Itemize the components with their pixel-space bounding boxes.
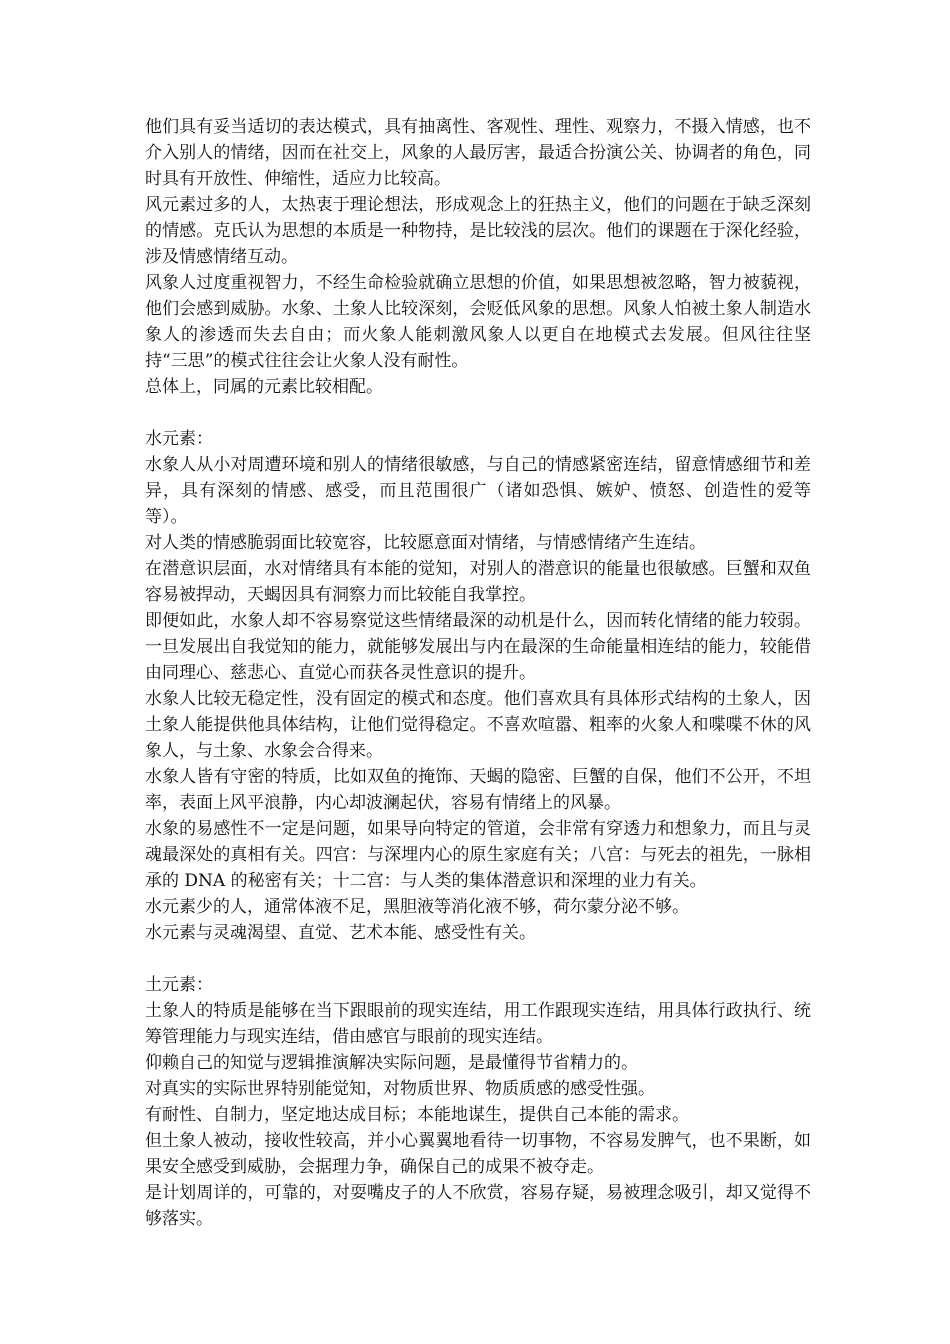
document-page: [145, 114, 811, 1232]
paragraph-water-lacking: 水元素少的人，通常体液不足，黑胆液等消化液不够，荷尔蒙分泌不够。: [145, 897, 689, 917]
paragraph-water-sensitivity: 水象人从小对周遭环境和别人的情绪很敏感，与自己的情感紧密连结，留意情感细节和差异，具有深刻的情感、感受，而且范围很广（诸如恐惧、嫉妒、愤怒、创造性的爱等等）。: [145, 455, 811, 527]
paragraph-water-houses: 水象的易感性不一定是问题，如果导向特定的管道，会非常有穿透力和想象力，而且与灵魂最深处的真相有关。四宫：与深埋内心的原生家庭有关；八宫：与死去的祖先，一脉相承的 DNA 的秘密有关；十二宫：与人类的集体潜意识和深埋的业力有关。: [145, 819, 811, 891]
paragraph-same-element: 总体上，同属的元素比较相配。: [145, 377, 383, 397]
paragraph-air-excess: 风元素过多的人，太热衷于理论想法，形成观念上的狂热主义，他们的问题在于缺乏深刻的情感。克氏认为思想的本质是一种物持，是比较浅的层次。他们的课题在于深化经验，涉及情感情绪互动。: [145, 195, 811, 267]
paragraph-water-subconscious: 在潜意识层面，水对情绪具有本能的觉知，对别人的潜意识的能量也很敏感。巨蟹和双鱼容易被捍动，天蝎因具有洞察力而比较能自我掌控。: [145, 559, 811, 605]
blank-line: [145, 400, 811, 426]
paragraph-air-intellect: 风象人过度重视智力，不经生命检验就确立思想的价值，如果思想被忽略，智力被藐视，他们会感到威胁。水象、土象人比较深刻，会贬低风象的思想。风象人怕被土象人制造水象人的渗透而失去自由；而火象人能刺激风象人以更自在地模式去发展。但风往往坚持“三思”的模式往往会让火象人没有耐性。: [145, 273, 811, 371]
paragraph-air-traits: 他们具有妥当适切的表达模式，具有抽离性、客观性、理性、观察力，不摄入情感，也不介入别人的情绪，因而在社交上，风象的人最厉害，最适合扮演公关、协调者的角色，同时具有开放性、伸缩性，适应力比较高。: [145, 117, 811, 189]
paragraph-water-tolerance: 对人类的情感脆弱面比较宽容，比较愿意面对情绪，与情感情绪产生连结。: [145, 533, 706, 553]
paragraph-earth-logic: 仰赖自己的知觉与逻辑推演解决实际问题，是最懂得节省精力的。: [145, 1053, 638, 1073]
blank-line: [145, 946, 811, 972]
section-heading-water: 水元素：: [145, 429, 213, 449]
paragraph-water-soul: 水元素与灵魂渴望、直觉、艺术本能、感受性有关。: [145, 923, 536, 943]
paragraph-water-secrecy: 水象人皆有守密的特质，比如双鱼的掩饰、天蝎的隐密、巨蟹的自保，他们不公开，不坦率，表面上风平浪静，内心却波澜起伏，容易有情绪上的风暴。: [145, 767, 811, 813]
section-heading-earth: 土元素：: [145, 975, 213, 995]
paragraph-water-motives: 即便如此，水象人却不容易察觉这些情绪最深的动机是什么，因而转化情绪的能力较弱。一旦发展出自我觉知的能力，就能够发展出与内在最深的生命能量相连结的能力，较能借由同理心、慈悲心、直觉心而获各灵性意识的提升。: [145, 611, 811, 683]
paragraph-earth-passive: 但土象人被动，接收性较高，并小心翼翼地看待一切事物，不容易发脾气，也不果断，如果安全感受到威胁，会据理力争，确保自己的成果不被夺走。: [145, 1131, 811, 1177]
paragraph-water-instability: 水象人比较无稳定性，没有固定的模式和态度。他们喜欢具有具体形式结构的土象人，因土象人能提供他具体结构，让他们觉得稳定。不喜欢喧嚣、粗率的火象人和喋喋不休的风象人，与土象、水象会合得来。: [145, 689, 811, 761]
paragraph-earth-material: 对真实的实际世界特别能觉知，对物质世界、物质质感的感受性强。: [145, 1079, 655, 1099]
paragraph-earth-reality: 土象人的特质是能够在当下跟眼前的现实连结，用工作跟现实连结，用具体行政执行、统筹管理能力与现实连结，借由感官与眼前的现实连结。: [145, 1001, 811, 1047]
paragraph-earth-patience: 有耐性、自制力，坚定地达成目标；本能地谋生，提供自己本能的需求。: [145, 1105, 689, 1125]
paragraph-earth-planning: 是计划周详的，可靠的，对耍嘴皮子的人不欣赏，容易存疑，易被理念吸引，却又觉得不够落实。: [145, 1183, 811, 1229]
